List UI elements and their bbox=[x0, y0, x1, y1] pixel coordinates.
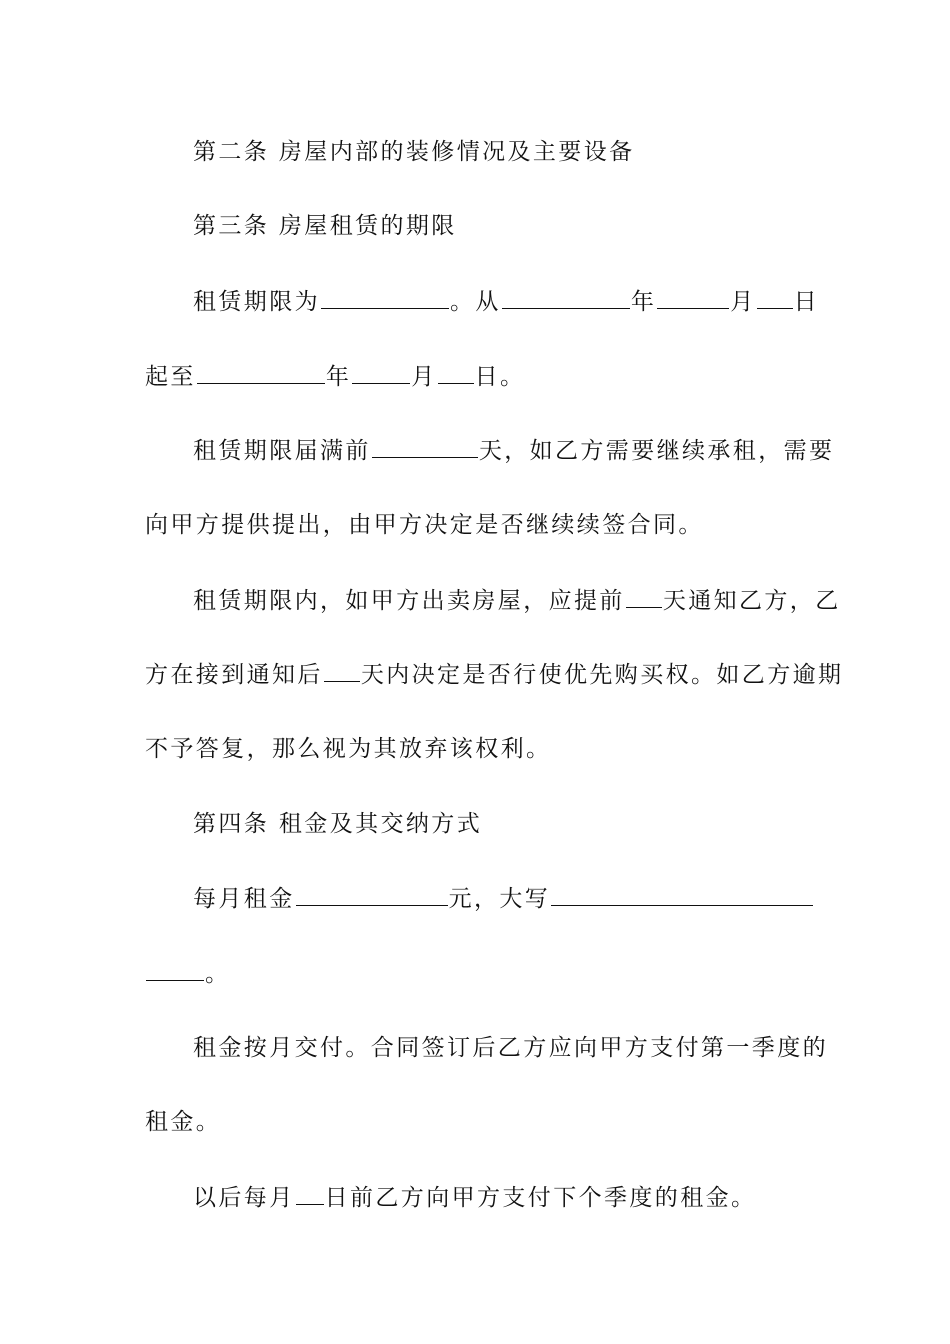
lease-until-label: 起至 bbox=[145, 364, 196, 390]
payment-continuation-text: 租金。 bbox=[145, 1109, 222, 1135]
start-month-blank[interactable] bbox=[657, 286, 729, 309]
later-payment-label: 以后每月 bbox=[193, 1185, 295, 1211]
renewal-days-blank[interactable] bbox=[372, 435, 478, 458]
renewal-label: 租赁期限届满前 bbox=[193, 438, 371, 464]
rent-capital-continuation bbox=[145, 958, 810, 989]
article-4-heading bbox=[145, 809, 858, 839]
purchase-right-text: 天内决定是否行使优先购买权。如乙方逾期 bbox=[360, 662, 844, 688]
lease-term-blank[interactable] bbox=[321, 286, 449, 309]
rent-capital-label: 元，大写 bbox=[448, 886, 551, 912]
article-2-text: 第二条 房屋内部的装修情况及主要设备 bbox=[193, 139, 635, 165]
rent-capital-blank-continued[interactable] bbox=[146, 958, 204, 981]
end-year-label: 年 bbox=[325, 364, 352, 390]
sale-notice-paragraph bbox=[145, 585, 858, 616]
lease-from-label: 。从 bbox=[450, 289, 501, 315]
payment-day-blank[interactable] bbox=[296, 1182, 324, 1205]
article-2-heading bbox=[145, 137, 858, 167]
monthly-rent-label: 每月租金 bbox=[193, 886, 295, 912]
later-payment-text: 日前乙方向甲方支付下个季度的租金。 bbox=[324, 1185, 757, 1211]
waiver-text: 不予答复，那么视为其放弃该权利。 bbox=[145, 736, 552, 762]
sale-notice-days-blank[interactable] bbox=[626, 585, 662, 608]
day-label: 日 bbox=[793, 289, 820, 315]
month-label: 月 bbox=[730, 289, 756, 315]
lease-end-paragraph bbox=[145, 361, 810, 392]
monthly-rent-paragraph bbox=[145, 883, 858, 914]
payment-paragraph bbox=[145, 1033, 858, 1063]
lease-term-label: 租赁期限为 bbox=[193, 289, 320, 315]
sale-notice-text: 天通知乙方，乙 bbox=[662, 588, 841, 614]
payment-text: 租金按月交付。合同签订后乙方应向甲方支付第一季度的 bbox=[193, 1035, 828, 1061]
end-day-label: 日。 bbox=[474, 364, 526, 390]
year-label: 年 bbox=[630, 289, 657, 315]
payment-continuation bbox=[145, 1107, 810, 1137]
waiver-line bbox=[145, 734, 810, 764]
rent-amount-blank[interactable] bbox=[296, 883, 448, 906]
article-4-text: 第四条 租金及其交纳方式 bbox=[193, 811, 483, 837]
sale-notice-label: 租赁期限内，如甲方出卖房屋，应提前 bbox=[193, 588, 625, 614]
lease-term-paragraph bbox=[145, 286, 858, 317]
renewal-text: 天，如乙方需要继续承租，需要 bbox=[478, 438, 835, 464]
end-month-label: 月 bbox=[411, 364, 437, 390]
renewal-continuation bbox=[145, 510, 810, 540]
article-3-text: 第三条 房屋租赁的期限 bbox=[193, 213, 457, 239]
end-month-blank[interactable] bbox=[352, 361, 410, 384]
rent-capital-blank[interactable] bbox=[551, 883, 813, 906]
purchase-right-line bbox=[145, 659, 844, 690]
renewal-continuation-text: 向甲方提供提出，由甲方决定是否继续续签合同。 bbox=[145, 512, 704, 538]
later-payment-paragraph bbox=[145, 1182, 858, 1213]
article-3-heading bbox=[145, 211, 858, 241]
end-day-blank[interactable] bbox=[438, 361, 474, 384]
end-year-blank[interactable] bbox=[197, 361, 325, 384]
start-year-blank[interactable] bbox=[502, 286, 630, 309]
renewal-paragraph bbox=[145, 435, 858, 466]
purchase-right-label: 方在接到通知后 bbox=[145, 662, 323, 688]
purchase-right-days-blank[interactable] bbox=[324, 659, 360, 682]
start-day-blank[interactable] bbox=[757, 286, 793, 309]
rent-capital-end: 。 bbox=[205, 961, 231, 987]
